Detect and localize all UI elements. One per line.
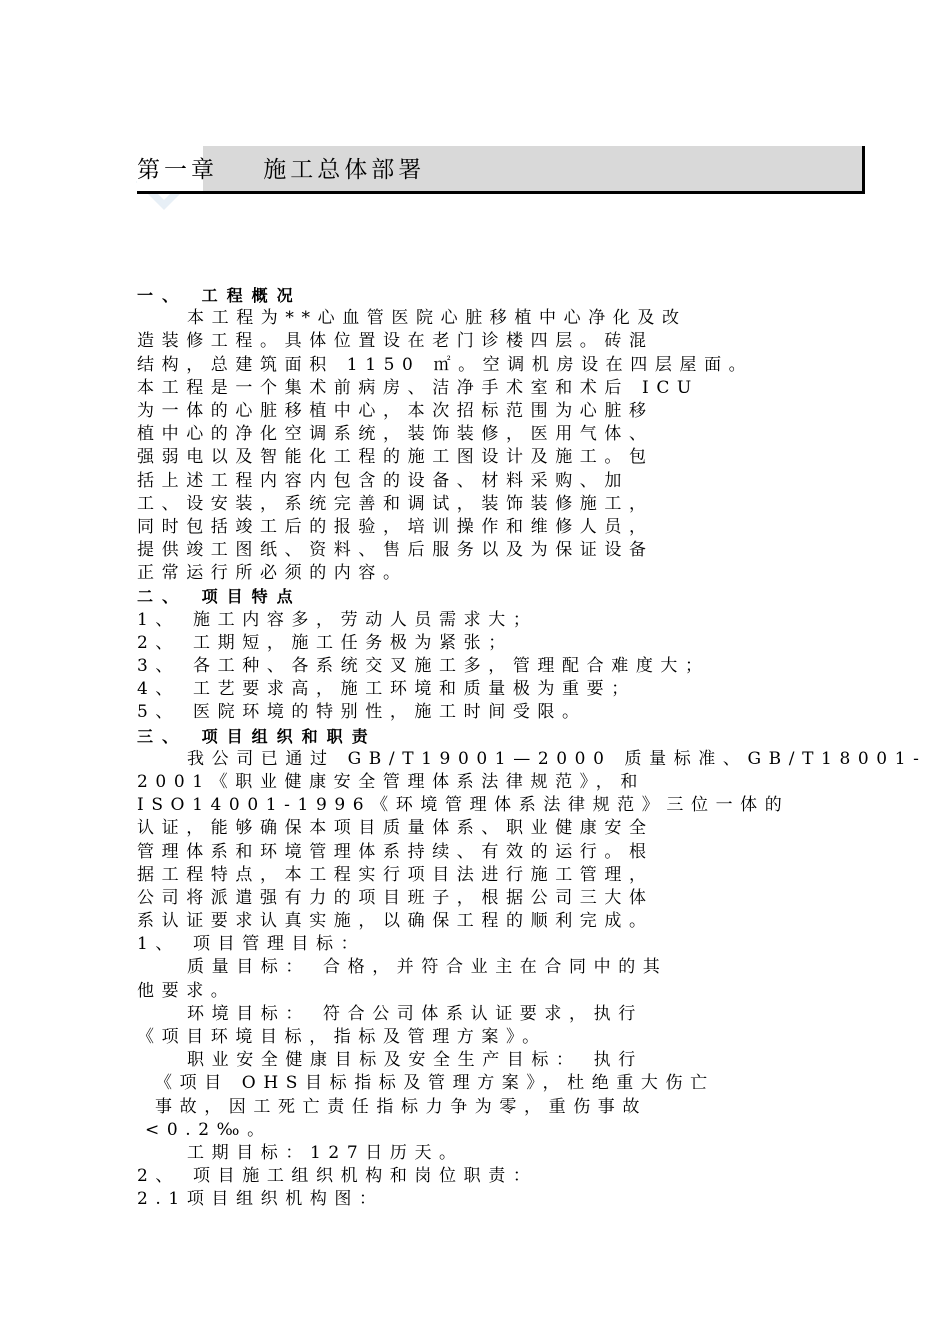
text-line: 据工程特点，本工程实行项目法进行施工管理， <box>137 864 654 885</box>
text-line: 1、 施工内容多，劳动人员需求大； <box>137 609 538 630</box>
text-line: 为一体的心脏移植中心，本次招标范围为心脏移 <box>137 400 654 421</box>
text-line: 同时包括竣工后的报验，培训操作和维修人员， <box>137 516 654 537</box>
text-line: 4、 工艺要求高，施工环境和质量极为重要； <box>137 679 636 700</box>
text-line: 2、 项目施工组织机构和岗位职责： <box>137 1166 538 1187</box>
text-line: 正常运行所必须的内容。 <box>137 563 408 584</box>
text-line: 工期目标：127日历天。 <box>187 1142 464 1163</box>
section-heading: 二、 项目特点 <box>137 587 302 607</box>
text-line: 他要求。 <box>137 980 236 1001</box>
text-line: 3、 各工种、各系统交叉施工多，管理配合难度大； <box>137 656 710 676</box>
text-line: ISO14001-1996《环境管理体系法律规范》三位一体的 <box>137 795 790 816</box>
text-line: <0.2‰。 <box>145 1119 272 1140</box>
text-line: 管理体系和环境管理体系持续、有效的运行。根 <box>137 841 654 862</box>
text-line: 认证，能够确保本项目质量体系、职业健康安全 <box>137 818 654 839</box>
text-line: 《项目 OHS目标指标及管理方案》，杜绝重大伤亡 <box>155 1073 715 1094</box>
text-line: 《项目环境目标，指标及管理方案》。 <box>137 1027 547 1047</box>
text-line: 5、 医院环境的特别性，施工时间受限。 <box>137 702 587 723</box>
text-line: 环境目标： 符合公司体系认证要求，执行 <box>187 1003 643 1024</box>
chapter-banner <box>137 146 865 194</box>
text-line: 植中心的净化空调系统，装饰装修，医用气体、 <box>137 424 654 445</box>
document-body <box>137 284 927 1212</box>
section-heading: 三、 项目组织和职责 <box>137 726 377 746</box>
text-line: 系认证要求认真实施，以确保工程的顺利完成。 <box>137 911 654 932</box>
text-line: 公司将派遣强有力的项目班子，根据公司三大体 <box>137 887 654 908</box>
text-line: 2.1项目组织机构图： <box>137 1189 384 1210</box>
text-line: 工、设安装，系统完善和调试，装饰装修施工， <box>137 493 654 514</box>
text-line: 结构，总建筑面积 1150 ㎡。空调机房设在四层屋面。 <box>137 354 754 375</box>
text-line: 2001《职业健康安全管理体系法律规范》，和 <box>137 771 645 792</box>
text-line: 事故，因工死亡责任指标力争为零，重伤事故 <box>155 1096 647 1117</box>
text-line: 提供竣工图纸、资料、售后服务以及为保证设备 <box>137 540 654 561</box>
text-line: 本工程为**心血管医院心脏移植中心净化及改 <box>187 308 687 329</box>
text-line: 1、 项目管理目标： <box>137 934 366 955</box>
text-line: 造装修工程。具体位置设在老门诊楼四层。砖混 <box>137 331 654 352</box>
text-line: 2、 工期短，施工任务极为紧张； <box>137 632 513 653</box>
chapter-title: 第一章 施工总体部署 <box>137 157 426 183</box>
text-line: 本工程是一个集术前病房、洁净手术室和术后 ICU <box>137 377 699 398</box>
text-line: 职业安全健康目标及安全生产目标： 执行 <box>187 1050 643 1071</box>
text-line: 强弱电以及智能化工程的施工图设计及施工。包 <box>137 447 654 468</box>
text-line: 括上述工程内容内包含的设备、材料采购、加 <box>137 470 629 491</box>
text-line: 质量目标： 合格，并符合业主在合同中的其 <box>187 957 668 978</box>
section-heading: 一、 工程概况 <box>137 286 302 305</box>
text-line: 我公司已通过 GB/T19001—2000 质量标准、GB/T18001- <box>187 748 927 769</box>
